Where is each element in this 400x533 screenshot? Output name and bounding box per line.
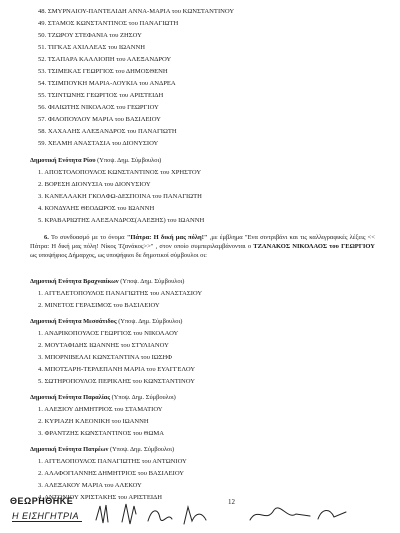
list-item: 5. ΣΩΤΗΡΟΠΟΥΛΟΣ ΠΕΡΙΚΛΗΣ του ΚΩΝΣΤΑΝΤΙΝΟΥ bbox=[38, 378, 195, 385]
list-item: 50. ΤΖΩΡΟΥ ΣΤΕΦΑΝΙΑ του ΖΗΣΟΥ bbox=[38, 32, 142, 39]
list-item: 3. ΑΛΕΞΑΚΟΥ ΜΑΡΙΑ του ΑΛΕΚΟΥ bbox=[38, 482, 142, 489]
section-title: Δημοτική Ενότητα Βραχναιίκων bbox=[30, 278, 119, 285]
list-item: 53. ΤΣΙΜΕΚΑΣ ΓΕΩΡΓΙΟΣ του ΔΗΜΟΣΘΕΝΗ bbox=[38, 68, 168, 75]
section-subtitle: (Υποψ. Δημ. Σύμβουλοι) bbox=[97, 157, 162, 164]
approval-stamp-title: ΘΕΩΡΗΘΗΚΕ bbox=[10, 496, 74, 506]
coalition-name: "Πάτρα: Η δική μας πόλη!" bbox=[126, 234, 208, 241]
list-item: 1. ΑΛΕΞΙΟΥ ΔΗΜΗΤΡΙΟΣ του ΣΤΑΜΑΤΙΟΥ bbox=[38, 406, 163, 413]
section-subtitle: (Υποψ. Δημ. Σύμβουλοι) bbox=[120, 278, 185, 285]
section-title: Δημοτική Ενότητα Μεσσάτιδος bbox=[30, 318, 117, 325]
list-item: 59. ΧΕΛΜΗ ΑΝΑΣΤΑΣΙΑ του ΔΙΟΝΥΣΙΟΥ bbox=[38, 140, 159, 147]
list-item: 4. ΑΝΤΩΝΙΟΥ ΧΡΙΣΤΑΚΗΣ του ΑΡΙΣΤΕΙΔΗ bbox=[38, 494, 163, 501]
list-item: 3. ΦΡΑΝΤΖΗΣ ΚΩΝΣΤΑΝΤΙΝΟΣ του ΘΩΜΑ bbox=[38, 430, 164, 437]
mayor-candidate: ΤΖΑΝΑΚΟΣ ΝΙΚΟΛΑΟΣ του ΓΕΩΡΓΙΟΥ bbox=[253, 243, 375, 250]
list-item: 4. ΚΟΝΔΥΛΗΣ ΘΕΟΔΩΡΟΣ του ΙΩΑΝΝΗ bbox=[38, 205, 155, 212]
section-title: Δημοτική Ενότητα Πατρέων bbox=[30, 446, 109, 453]
signature-3 bbox=[148, 511, 172, 521]
list-item: 52. ΤΣΑΠΑΡΑ ΚΑΛΛΙΟΠΗ του ΑΛΕΞΑΝΔΡΟΥ bbox=[38, 56, 172, 63]
signature-1 bbox=[96, 505, 108, 523]
section-title: Δημοτική Ενότητα Παραλίας bbox=[30, 394, 111, 401]
list-item: 3. ΜΠΟΡΝΙΒΕΛΛΙ ΚΩΝΣΤΑΝΤΙΝΑ του ΙΩΣΗΦ bbox=[38, 354, 173, 361]
signature-6 bbox=[318, 510, 346, 519]
list-item: 1. ΑΓΓΕΛΕΤΟΠΟΥΛΟΣ ΠΑΝΑΓΙΩΤΗΣ του ΑΝΑΣΤΑΣΙΟΥ bbox=[38, 290, 203, 297]
signature-4 bbox=[184, 507, 206, 524]
section-subtitle: (Υποψ. Δημ. Σύμβουλοι) bbox=[111, 394, 176, 401]
list-item: 2. ΑΛΑΦΟΓΙΑΝΝΗΣ ΔΗΜΗΤΡΙΟΣ του ΒΑΣΙΛΕΙΟΥ bbox=[38, 470, 185, 477]
section-subtitle: (Υποψ. Δημ. Σύμβουλοι) bbox=[109, 446, 175, 453]
list-item: 56. ΦΙΛΙΩΤΗΣ ΝΙΚΟΛΑΟΣ του ΓΕΩΡΓΙΟΥ bbox=[38, 104, 159, 111]
signature-5 bbox=[250, 508, 310, 520]
signature-2 bbox=[122, 504, 136, 524]
list-item: 58. ΧΑΧΑΛΗΣ ΑΛΕΞΑΝΔΡΟΣ του ΠΑΝΑΓΙΩΤΗ bbox=[38, 128, 177, 135]
list-item: 1. ΑΠΟΣΤΟΛΟΠΟΥΛΟΣ ΚΩΝΣΤΑΝΤΙΝΟΣ του ΧΡΗΣΤΟΥ bbox=[38, 169, 202, 176]
list-item: 5. ΚΡΑΒΑΡΙΩΤΗΣ ΑΛΕΞΑΝΔΡΟΣ(ΑΛΕΞΗΣ) του ΙΩΑΝΝΗ bbox=[38, 217, 205, 224]
section-title: Δημοτική Ενότητα Ρίου bbox=[30, 157, 96, 164]
list-item: 57. ΦΙΛΟΠΟΥΛΟΥ ΜΑΡΙΑ του ΒΑΣΙΛΕΙΟΥ bbox=[38, 116, 161, 123]
list-item: 3. ΚΑΝΕΛΛΑΚΗ ΓΚΟΛΦΩ-ΔΕΣΠΟΙΝΑ του ΠΑΝΑΓΙΩΤΗ bbox=[38, 193, 202, 200]
list-item: 1. ΑΝΔΡΙΚΟΠΟΥΛΟΣ ΓΕΩΡΓΙΟΣ του ΝΙΚΟΛΑΟΥ bbox=[38, 330, 179, 337]
list-item: 51. ΤΙΓΚΑΣ ΑΧΙΛΛΕΑΣ του ΙΩΑΝΝΗ bbox=[38, 44, 146, 51]
paragraph-number: 6. bbox=[44, 234, 49, 241]
list-item: 2. ΒΟΡΕΣΗ ΔΙΟΝΥΣΙΑ του ΔΙΟΝΥΣΙΟΥ bbox=[38, 181, 151, 188]
list-item: 2. ΚΥΡΙΑΖΗ ΚΛΕΟΝΙΚΗ του ΙΩΑΝΝΗ bbox=[38, 418, 149, 425]
stamp-signatory-label: Η ΕΙΣΗΓΗΤΡΙΑ bbox=[12, 511, 80, 521]
section-subtitle: (Υποψ. Δημ. Σύμβουλοι) bbox=[118, 318, 183, 325]
list-item: 4. ΜΠΟΤΣΑΡΗ-ΤΕΡΛΕΠΑΝΗ ΜΑΡΙΑ του ΕΥΑΓΓΕΛΟΥ bbox=[38, 366, 196, 373]
list-item: 48. ΣΜΥΡΝΑΙΟΥ-ΠΑΝΤΕΛΙΔΗ ΑΝΝΑ-ΜΑΡΙΑ του ΚΩΝΣΤΑΝΤΙΝΟΥ bbox=[38, 8, 235, 15]
list-item: 1. ΑΓΓΕΛΟΠΟΥΛΟΣ ΠΑΝΑΓΙΩΤΗΣ του ΑΝΤΩΝΙΟΥ bbox=[38, 458, 187, 465]
paragraph-text: ως υποψήφιος Δήμαρχος, ως υποψήφιοι δε δημοτικοί σύμβουλοι οι: bbox=[30, 252, 207, 259]
list-item: 2. ΜΙΝΕΤΟΣ ΓΕΡΑΣΙΜΟΣ του ΒΑΣΙΛΕΙΟΥ bbox=[38, 302, 160, 309]
list-item: 54. ΤΣΙΜΠΟΥΚΗ ΜΑΡΙΑ-ΛΟΥΚΙΑ του ΑΝΔΡΕΑ bbox=[38, 80, 176, 87]
paragraph-text: Το συνδυασμό με το όνομα bbox=[48, 234, 127, 241]
paragraph-text: ,με έμβλημα "Ενα σιντριβάνι και τις καλλιγραφικές λέξεις << Πάτρα: Η δική μας πόλη! Νίκος Τζανάκος>>" , στον οποίο συμπεριλαμβάνονται ο bbox=[30, 234, 376, 250]
list-item: 2. ΜΟΥΤΑΦΙΔΗΣ ΙΩΑΝΝΗΣ του ΣΤΥΛΙΑΝΟΥ bbox=[38, 342, 169, 349]
list-item: 49. ΣΤΑΜΟΣ ΚΩΝΣΤΑΝΤΙΝΟΣ του ΠΑΝΑΓΙΩΤΗ bbox=[38, 20, 179, 27]
list-item: 55. ΤΣΙΝΤΩΝΗΣ ΓΕΩΡΓΙΟΣ του ΑΡΙΣΤΕΙΔΗ bbox=[38, 92, 164, 99]
page-number: 12 bbox=[228, 498, 235, 506]
